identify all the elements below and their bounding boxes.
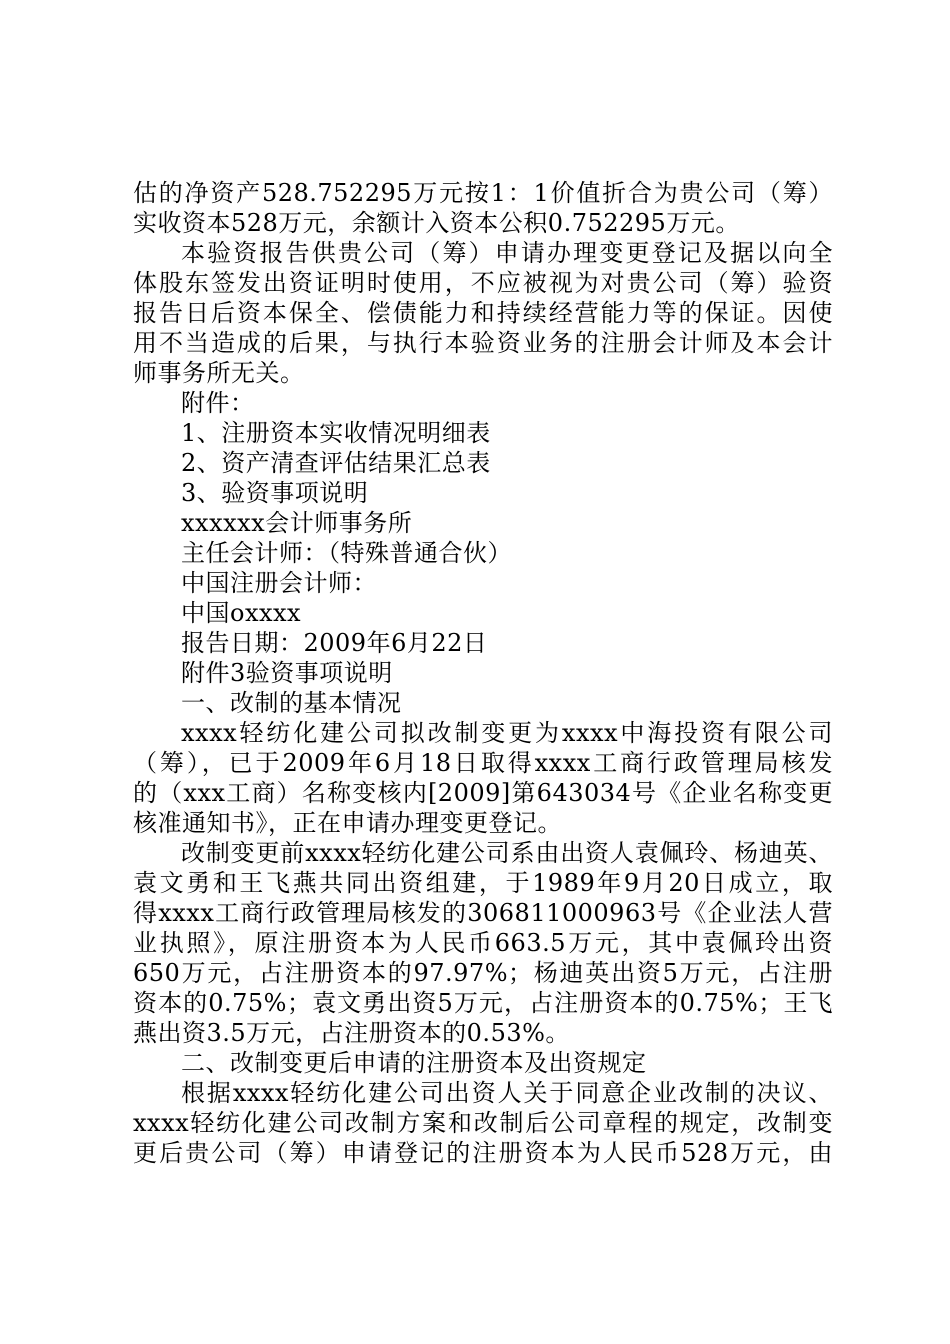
text-line: 师事务所无关。 <box>133 359 305 387</box>
section-heading: 一、改制的基本情况 <box>181 689 402 717</box>
chief-accountant: 主任会计师：（特殊普通合伙） <box>181 539 512 567</box>
location: 中国oxxxx <box>181 599 302 627</box>
text-line: （筹），已于2009年6月18日取得xxxx工商行政管理局核发 <box>133 749 833 777</box>
text-line: 改制变更前xxxx轻纺化建公司系由出资人袁佩玲、杨迪英、 <box>181 839 833 867</box>
text-line: 650万元，占注册资本的97.97%；杨迪英出资5万元，占注册 <box>133 959 833 987</box>
firm-name: xxxxxx会计师事务所 <box>181 509 413 537</box>
attachment-item: 2、资产清查评估结果汇总表 <box>181 449 491 477</box>
appendix-title: 附件3验资事项说明 <box>181 659 393 687</box>
section-heading: 二、改制变更后申请的注册资本及出资规定 <box>181 1049 647 1077</box>
cpa-label: 中国注册会计师： <box>181 569 377 597</box>
text-line: 更后贵公司（筹）申请登记的注册资本为人民币528万元，由 <box>133 1139 833 1167</box>
text-line: 的（xxx工商）名称变核内[2009]第643034号《企业名称变更 <box>133 779 833 807</box>
attachment-item: 1、注册资本实收情况明细表 <box>181 419 491 447</box>
text-line: 资本的0.75%；袁文勇出资5万元，占注册资本的0.75%；王飞 <box>133 989 833 1017</box>
report-date: 报告日期：2009年6月22日 <box>181 629 488 657</box>
text-line: 本验资报告供贵公司（筹）申请办理变更登记及据以向全 <box>181 239 833 267</box>
text-line: 得xxxx工商行政管理局核发的306811000963号《企业法人营 <box>133 899 833 927</box>
text-line: 实收资本528万元，余额计入资本公积0.752295万元。 <box>133 209 740 237</box>
text-line: 业执照》，原注册资本为人民币663.5万元，其中袁佩玲出资 <box>133 929 833 957</box>
text-line: 体股东签发出资证明时使用，不应被视为对贵公司（筹）验资 <box>133 269 833 297</box>
text-line: 袁文勇和王飞燕共同出资组建，于1989年9月20日成立，取 <box>133 869 833 897</box>
text-line: 燕出资3.5万元，占注册资本的0.53%。 <box>133 1019 570 1047</box>
attachments-heading: 附件： <box>181 389 255 417</box>
text-line: xxxx轻纺化建公司拟改制变更为xxxx中海投资有限公司 <box>181 719 833 747</box>
text-line: 报告日后资本保全、偿债能力和持续经营能力等的保证。因使 <box>133 299 833 327</box>
attachment-item: 3、验资事项说明 <box>181 479 369 507</box>
text-line: 用不当造成的后果，与执行本验资业务的注册会计师及本会计 <box>133 329 833 357</box>
text-line: xxxx轻纺化建公司改制方案和改制后公司章程的规定，改制变 <box>133 1109 833 1137</box>
text-line: 核准通知书》，正在申请办理变更登记。 <box>133 809 562 837</box>
text-line: 估的净资产528.752295万元按1：1价值折合为贵公司（筹） <box>133 179 833 207</box>
text-line: 根据xxxx轻纺化建公司出资人关于同意企业改制的决议、 <box>181 1079 833 1107</box>
